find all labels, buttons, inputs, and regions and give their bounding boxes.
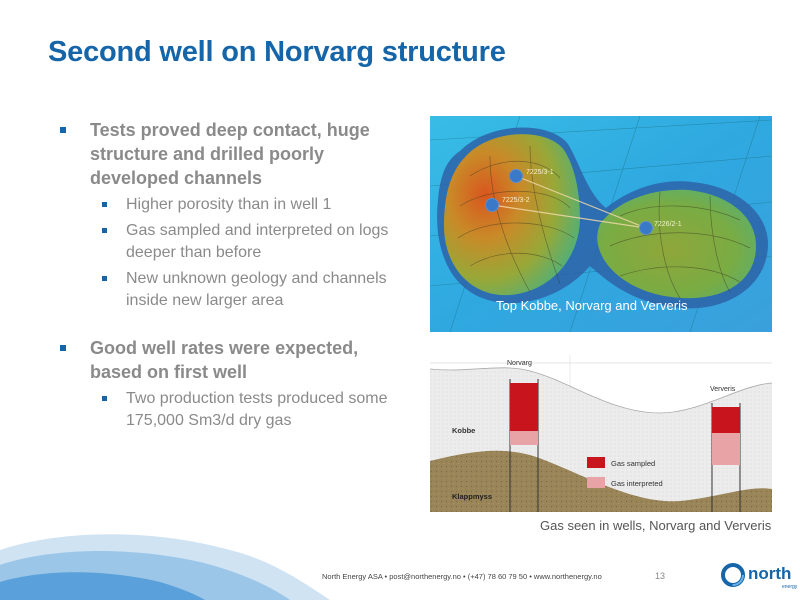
legend-interpreted-swatch [587,477,605,488]
sub-bullet-text: Two production tests produced some 175,000 Sm3/d dry gas [126,390,388,429]
layer-klappmyss-label: Klappmyss [452,492,493,501]
sub-bullet-marker [102,396,107,401]
well-ververis-label: Ververis [710,386,736,393]
well-label-1: 7225/3-1 [526,169,554,176]
well-label-2: 7225/3-2 [502,197,530,204]
bullet-2 [60,336,400,384]
logo-subtext: energy [782,584,798,590]
cross-section-image [430,355,772,512]
logo-text: north [748,564,792,583]
sub-bullet-text: Gas sampled and interpreted on logs deeper than before [126,222,389,261]
cross-section [430,355,772,512]
page-number: 13 [655,571,666,581]
bullet-list [60,118,400,432]
bullet-1-text: Tests proved deep contact, huge structure and drilled poorly developed channels [90,120,370,188]
bullet-2-text: Good well rates were expected, based on first well [90,338,359,382]
footer-contact: North Energy ASA • post@northenergy.no • (+47) 78 60 79 50 • www.northenergy.no [322,572,602,581]
sub-bullet-text: Higher porosity than in well 1 [126,196,332,213]
well-norvarg-label: Norvarg [507,360,532,367]
legend-interpreted-label: Gas interpreted [611,479,663,488]
cross-section-caption: Gas seen in wells, Norvarg and Ververis [540,518,772,533]
sub-bullet-1-3 [60,268,400,312]
sub-bullet-2-1 [60,388,400,432]
layer-kobbe-label: Kobbe [452,426,476,435]
sub-bullet-text: New unknown geology and channels inside new larger area [126,270,387,309]
sub-bullet-1-1 [60,194,400,216]
legend-sampled-swatch [587,457,605,468]
legend-sampled-label: Gas sampled [611,459,656,468]
sub-bullet-1-2 [60,220,400,264]
bullet-marker [60,345,66,351]
map-label: Top Kobbe, Norvarg and Ververis [496,298,688,313]
sub-bullet-marker [102,228,107,233]
sub-bullet-marker [102,202,107,207]
structure-map [430,116,772,332]
well-label-3: 7226/2-1 [654,221,682,228]
bullet-1 [60,118,400,190]
logo-ring-icon [720,562,746,588]
sub-bullet-marker [102,276,107,281]
north-energy-logo [720,560,800,594]
slide-title: Second well on Norvarg structure [48,36,506,68]
decorative-waves [0,520,340,600]
bullet-marker [60,127,66,133]
